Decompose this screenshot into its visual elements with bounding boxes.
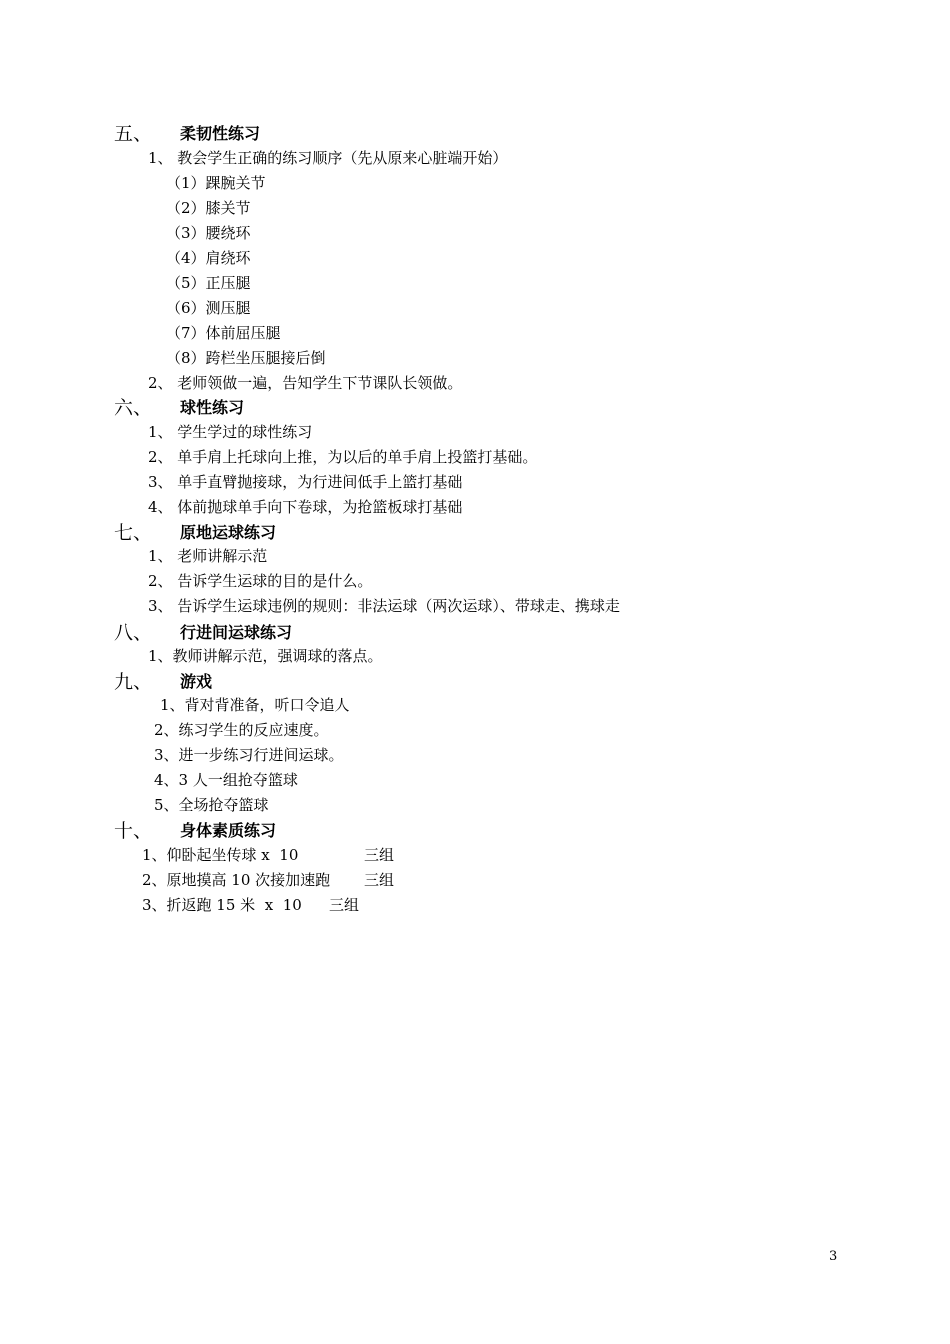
section-9-number: 九、 [114,671,153,693]
section-10-title: 身体素质练习 [180,821,277,840]
list-item: （4）肩绕环 [166,249,251,267]
page-number: 3 [829,1249,838,1264]
group-count: 三组 [364,871,395,889]
section-9-title: 游戏 [180,672,213,691]
list-item: 1、仰卧起坐传球 x 10 [142,846,299,864]
section-8-title: 行进间运球练习 [180,623,293,642]
list-item: 2、 告诉学生运球的目的是什么。 [148,572,373,590]
list-item: 4、 体前抛球单手向下卷球，为抢篮板球打基础 [148,498,463,516]
group-count: 三组 [329,896,360,914]
list-item: 2、练习学生的反应速度。 [154,721,329,739]
list-item: （6）测压腿 [166,299,251,317]
list-item: （2）膝关节 [166,199,251,217]
section-5-title: 柔韧性练习 [180,124,261,143]
list-item: （7）体前屈压腿 [166,324,281,342]
list-item: 3、进一步练习行进间运球。 [154,746,344,764]
list-item: 3、 单手直臂抛接球，为行进间低手上篮打基础 [148,473,463,491]
list-item: （1）踝腕关节 [166,174,266,192]
list-item: 1、背对背准备，听口令追人 [160,696,350,714]
list-item: 4、3 人一组抢夺篮球 [154,771,298,789]
group-count: 三组 [364,846,395,864]
section-8-number: 八、 [114,622,153,644]
list-item: 3、折返跑 15 米 x 10 [142,896,302,914]
list-item: （8）跨栏坐压腿接后倒 [166,349,326,367]
list-item: 2、 单手肩上托球向上推，为以后的单手肩上投篮打基础。 [148,448,538,466]
list-item: 1、 学生学过的球性练习 [148,423,313,441]
section-7-title: 原地运球练习 [180,523,277,542]
list-item: 2、 老师领做一遍，告知学生下节课队长领做。 [148,374,463,392]
list-item: 2、原地摸高 10 次接加速跑 [142,871,331,889]
list-item: （3）腰绕环 [166,224,251,242]
section-7-number: 七、 [114,522,153,544]
section-6-number: 六、 [114,397,153,419]
list-item: 5、全场抢夺篮球 [154,796,269,814]
list-item: 3、 告诉学生运球违例的规则：非法运球（两次运球）、带球走、携球走 [148,597,620,615]
section-6-title: 球性练习 [180,398,245,417]
list-item: 1、教师讲解示范，强调球的落点。 [148,647,383,665]
list-item: 1、 教会学生正确的练习顺序（先从原来心脏端开始） [148,149,508,167]
list-item: 1、 老师讲解示范 [148,547,268,565]
section-5-number: 五、 [114,123,153,145]
section-10-number: 十、 [114,820,153,842]
list-item: （5）正压腿 [166,274,251,292]
